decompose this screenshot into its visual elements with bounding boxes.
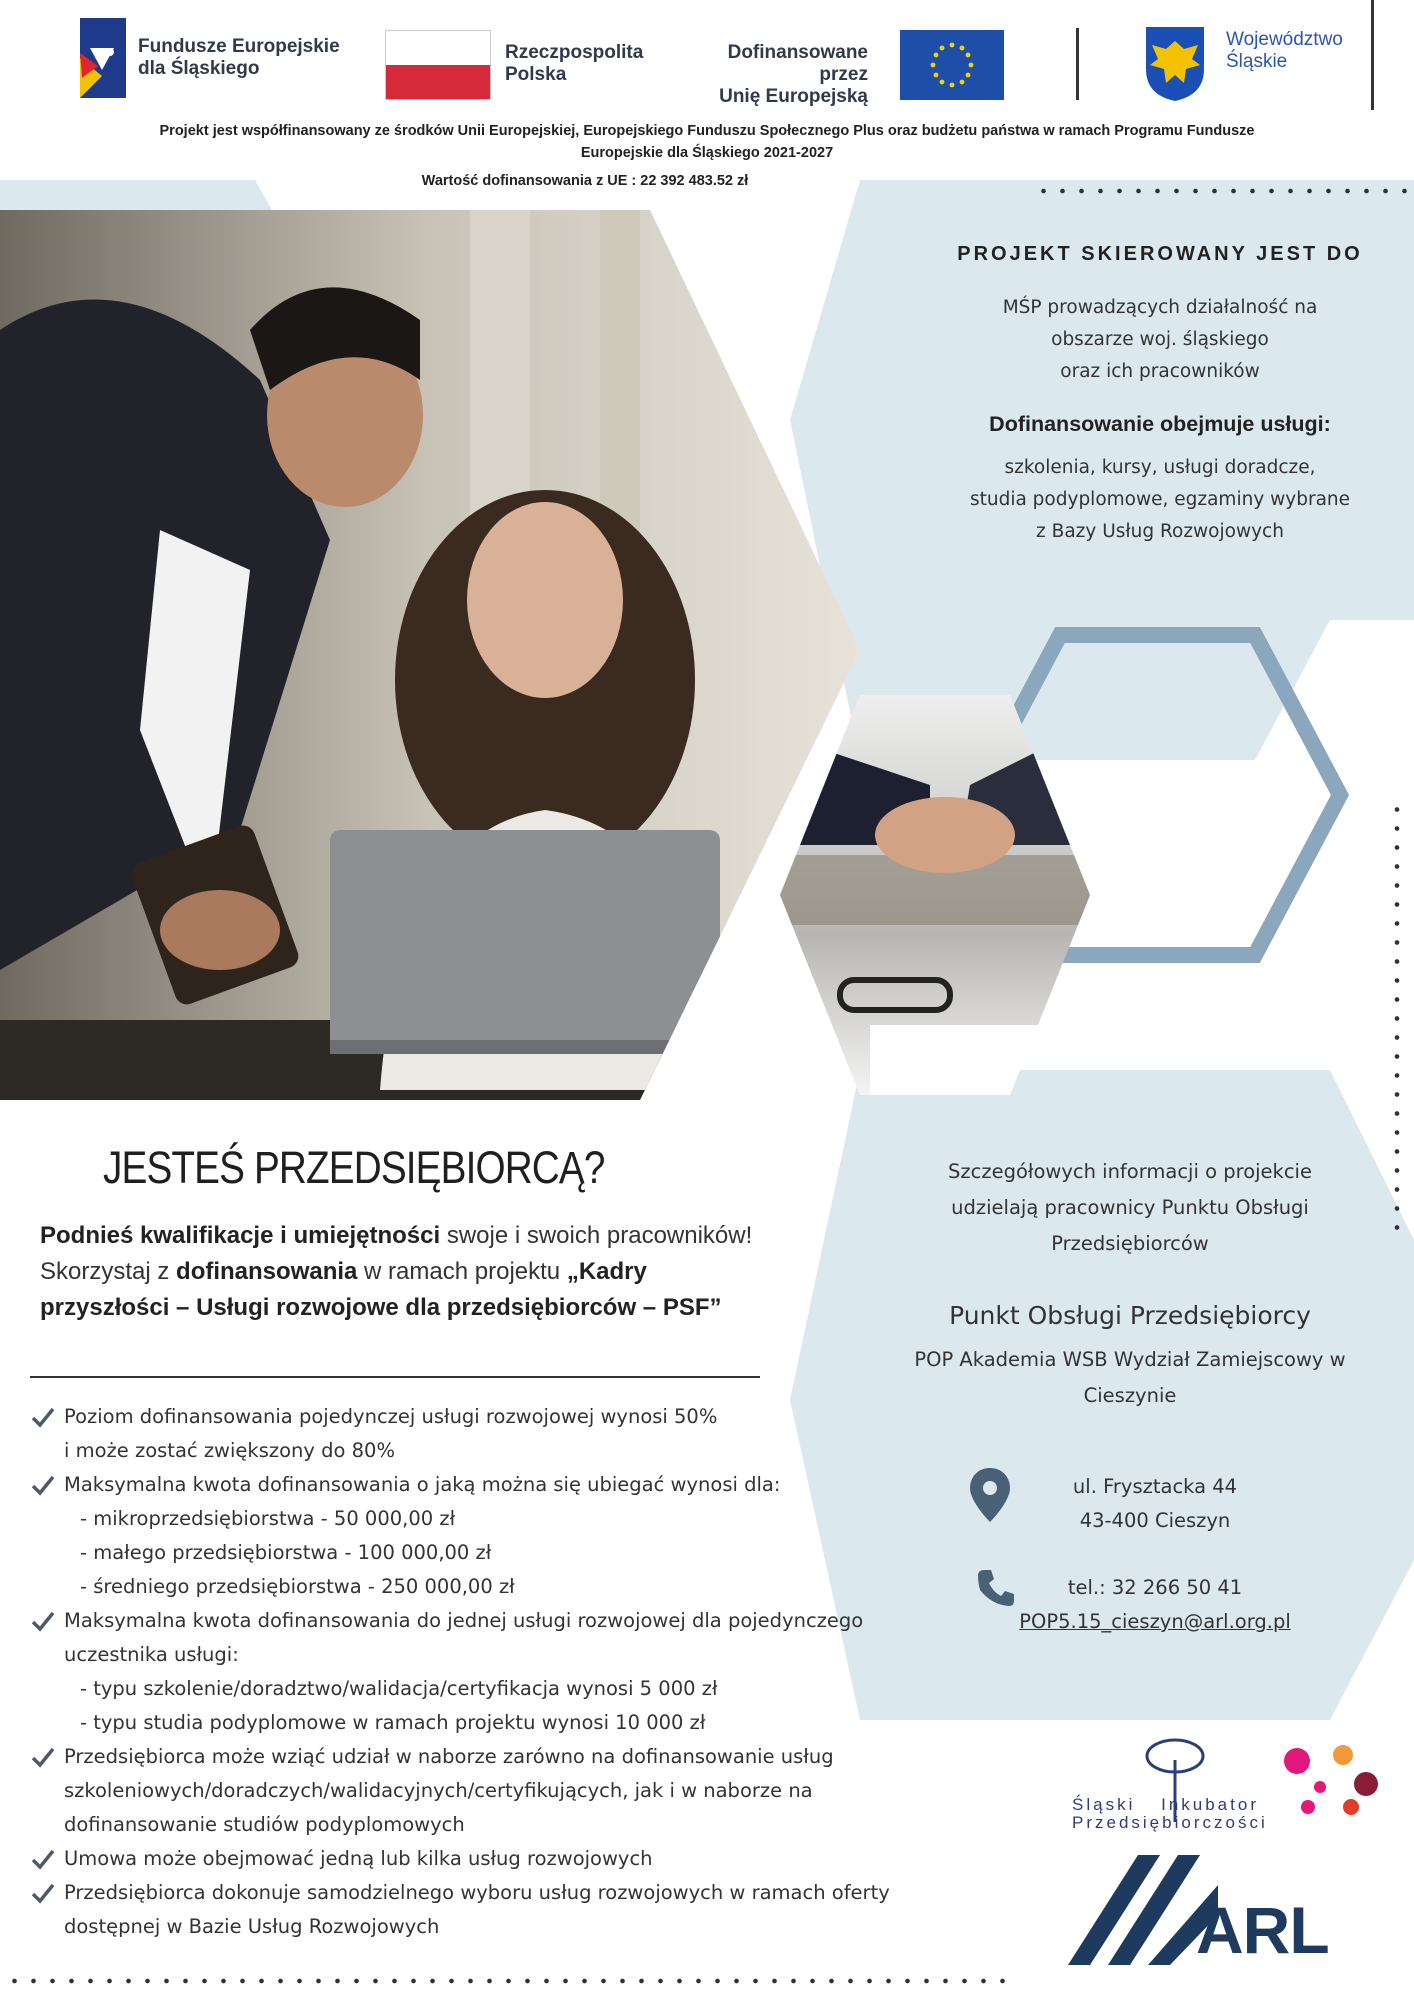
- target-line-3: oraz ich pracowników: [1060, 361, 1260, 382]
- pop-line-1: POP Akademia WSB Wydział Zamiejscowy w: [914, 1348, 1346, 1371]
- ue-line1: Dofinansowane przez: [727, 42, 868, 85]
- list-item-line: dofinansowanie studiów podyplomowych: [64, 1813, 465, 1836]
- address-line-1: ul. Frysztacka 44: [1072, 1475, 1238, 1498]
- fe-line2: dla Śląskiego: [138, 58, 260, 79]
- ue-logo: [680, 30, 1010, 107]
- funding-value: Wartość dofinansowania z UE : 22 392 483.52 zł: [421, 173, 749, 189]
- info-line-3: Przedsiębiorców: [1051, 1232, 1209, 1255]
- check-icon: [30, 1468, 56, 1502]
- check-icon: [30, 1876, 56, 1910]
- intro-paragraph: [40, 1218, 770, 1326]
- benefits-list: [30, 1400, 970, 1944]
- polish-flag-icon: [385, 30, 491, 100]
- woj-line2: Śląskie: [1226, 51, 1288, 72]
- list-item-line: Przedsiębiorca może wziąć udział w naborze zarówno na dofinansowanie usług: [64, 1745, 834, 1768]
- info-line-1: Szczegółowych informacji o projekcie: [948, 1160, 1312, 1183]
- address-block: [1040, 1470, 1270, 1538]
- handshake-photo: [780, 695, 1090, 1095]
- header-divider: [1076, 28, 1079, 100]
- check-icon: [30, 1842, 56, 1876]
- sip-line-2: Inkubator: [1161, 1795, 1259, 1814]
- sip-line-1: Śląski: [1072, 1795, 1136, 1814]
- list-item-line: Maksymalna kwota dofinansowania do jednej usługi rozwojowej dla pojedynczego: [64, 1609, 864, 1632]
- funding-statement: [30, 120, 1384, 192]
- target-section: [920, 238, 1400, 548]
- services-line-2: studia podyplomowe, egzaminy wybrane: [969, 489, 1351, 510]
- list-item: [30, 1604, 970, 1740]
- intro-bold-2: dofinansowania: [176, 1258, 358, 1285]
- funding-line1: Projekt jest współfinansowany ze środków Unii Europejskiej, Europejskiego Funduszu Społecznego Plus oraz budżetu państwa w ramach Programu Fundusze: [159, 123, 1255, 139]
- target-line-2: obszarze woj. śląskiego: [1051, 329, 1269, 350]
- check-icon: [30, 1740, 56, 1774]
- list-item: [30, 1400, 970, 1468]
- fe-flag-icon: [80, 18, 126, 98]
- list-subitem: - typu studia podyplomowe w ramach projektu wynosi 10 000 zł: [80, 1711, 706, 1734]
- list-subitem: - małego przedsiębiorstwa - 100 000,00 zł: [80, 1541, 492, 1564]
- top-dots: [1034, 186, 1414, 196]
- list-subitem: - typu szkolenie/doradztwo/walidacja/certyfikacja wynosi 5 000 zł: [80, 1677, 718, 1700]
- list-item-line: Umowa może obejmować jedną lub kilka usług rozwojowych: [64, 1847, 653, 1870]
- woj-line1: Województwo: [1226, 29, 1343, 50]
- address-line-2: 43-400 Cieszyn: [1079, 1509, 1231, 1532]
- pop-title: Punkt Obsługi Przedsiębiorcy: [949, 1301, 1311, 1330]
- sip-logo: [1060, 1700, 1390, 1840]
- rp-line2: Polska: [505, 64, 567, 85]
- list-item-line: Maksymalna kwota dofinansowania o jaką można się ubiegać wynosi dla:: [64, 1473, 781, 1496]
- funding-line2: Europejskie dla Śląskiego 2021-2027: [580, 145, 834, 161]
- target-line-1: MŚP prowadzących działalność na: [1002, 297, 1318, 318]
- intro-bold-1: Podnieś kwalifikacje i umiejętności: [40, 1222, 441, 1249]
- eu-flag-icon: [900, 30, 1004, 100]
- main-title: JESTEŚ PRZEDSIĘBIORCĄ?: [103, 1142, 605, 1193]
- header-edge-line: [1371, 0, 1374, 110]
- services-heading: Dofinansowanie obejmuje usługi:: [989, 412, 1331, 436]
- list-subitem: - mikroprzedsiębiorstwa - 50 000,00 zł: [80, 1507, 456, 1530]
- right-dots: [1392, 800, 1402, 1230]
- bottom-dots: [5, 1976, 1015, 1986]
- rp-line1: Rzeczpospolita: [505, 42, 644, 63]
- rp-logo: [385, 30, 655, 100]
- fe-line1: Fundusze Europejskie: [138, 36, 340, 57]
- list-item-line: Poziom dofinansowania pojedynczej usługi rozwojowej wynosi 50%: [64, 1405, 718, 1428]
- contact-section: [900, 1154, 1360, 1414]
- check-icon: [30, 1400, 56, 1434]
- list-item: [30, 1876, 970, 1944]
- info-line-2: udzielają pracownicy Punktu Obsługi: [951, 1196, 1309, 1219]
- list-item-line: i może zostać zwiększony do 80%: [64, 1439, 395, 1462]
- fe-logo: [80, 18, 380, 98]
- woj-logo: [1140, 25, 1360, 105]
- intro-text-2: w ramach projektu: [357, 1258, 567, 1285]
- list-item-line: dostępnej w Bazie Usług Rozwojowych: [64, 1915, 440, 1938]
- pop-line-2: Cieszynie: [1083, 1384, 1177, 1407]
- list-item: [30, 1842, 970, 1876]
- services-line-3: z Bazy Usług Rozwojowych: [1036, 521, 1284, 542]
- phone-icon: [976, 1568, 1016, 1608]
- intro-text-1: swoje i swoich pracowników! Skorzystaj z: [40, 1222, 753, 1285]
- arl-text: ARL: [1196, 1893, 1329, 1967]
- email-link[interactable]: POP5.15_cieszyn@arl.org.pl: [1019, 1610, 1291, 1633]
- ue-line2: Unię Europejską: [719, 86, 868, 107]
- check-icon: [30, 1604, 56, 1638]
- services-line-1: szkolenia, kursy, usługi doradcze,: [1004, 457, 1316, 478]
- sip-line-3: Przedsiębiorczości: [1072, 1813, 1268, 1832]
- target-heading: PROJEKT SKIEROWANY JEST DO: [957, 243, 1363, 265]
- office-photo: [0, 210, 860, 1110]
- intro-divider: [30, 1376, 760, 1378]
- intro-bold-3: „Kadry przyszłości – Usługi rozwojowe dla przedsiębiorców – PSF”: [40, 1258, 722, 1321]
- list-item: [30, 1468, 970, 1604]
- list-item-line: uczestnika usługi:: [64, 1643, 239, 1666]
- list-item: [30, 1740, 970, 1842]
- location-pin-icon: [968, 1466, 1012, 1524]
- list-item-line: szkoleniowych/doradczych/walidacyjnych/certyfikujących, jak i w naborze na: [64, 1779, 813, 1802]
- arl-logo: [1068, 1855, 1368, 1965]
- phone-number: tel.: 32 266 50 41: [1067, 1576, 1243, 1599]
- eagle-crest-icon: [1144, 25, 1206, 101]
- list-subitem: - średniego przedsiębiorstwa - 250 000,00 zł: [80, 1575, 515, 1598]
- list-item-line: Przedsiębiorca dokonuje samodzielnego wyboru usług rozwojowych w ramach oferty: [64, 1881, 890, 1904]
